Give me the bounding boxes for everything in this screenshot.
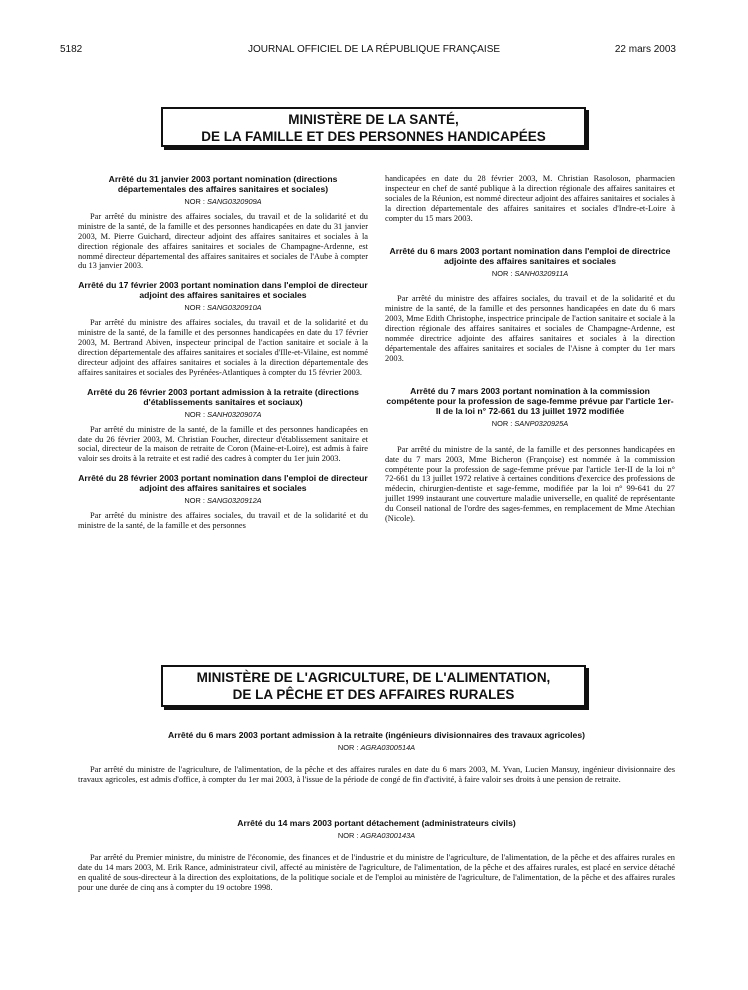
article-body: Par arrêté du Premier ministre, du ministre de l'économie, des finances et de l'industrie et du ministre de l'agriculture, de l'alimentation, de la pêche et des affaires rurales en date du 14 mars 2003, M. Erik Rance, administrateur civil, affecté au ministère de l'agriculture, de l'alimentation, de la pêche et des affaires rurales, est placé en service détaché en qualité de sous-directeur à la direction des exploitations, de la politique sociale et de l'emploi au ministère de l'agriculture, de l'alimentation, de la pêche et des affaires rurales pour une durée de cinq ans à compter du 19 octobre 1998. xyxy=(78,852,675,892)
article-body: Par arrêté du ministre des affaires sociales, du travail et de la solidarité et du ministre de la santé, de la famille et des personnes handicapées en date du 17 février 2003, M. Bertrand Abiven, inspecteur principal de l'action sanitaire et sociale à la direction départementale des affaires sanitaires et sociales d'Ille-et-Vilaine, est nommé directeur adjoint des affaires sanitaires et sociales à la direction départementale des affaires sanitaires et sociales des Pyrénées-Atlantiques à compter du 15 février 2003. xyxy=(78,318,368,377)
ministry-heading-sante xyxy=(161,107,586,147)
article xyxy=(78,730,675,785)
nor-reference xyxy=(385,419,675,429)
article-title: Arrêté du 31 janvier 2003 portant nomination (directions départementales des affaires sanitaires et sociales) xyxy=(108,174,338,194)
article xyxy=(385,246,675,364)
article-title: Arrêté du 7 mars 2003 portant nomination à la commission compétente pour la profession de sage-femme prévue par l'article 1er-II de la loi n° 72-661 du 13 juillet 1972 modifiée xyxy=(386,385,674,416)
article-title: Arrêté du 6 mars 2003 portant nomination dans l'emploi de directrice adjointe des affaires sanitaires et sociales xyxy=(389,245,671,266)
article-body: Par arrêté du ministre des affaires sociales, du travail et de la solidarité et du ministre de la santé, de la famille et des personnes handicapées en date du 6 mars 2003, Mme Edith Christophe, inspectrice principale de l'action sanitaire et sociale à la direction régionale des affaires sanitaires et sociales de Champagne-Ardenne, est nommée directrice adjointe des affaires sanitaires et sociales à la direction départementale des affaires sanitaires et sociales de l'Aisne à compter du 1er mars 2003. xyxy=(385,294,675,363)
page-number: 5182 xyxy=(60,44,83,55)
nor-code: AGRA0300514A xyxy=(360,743,416,752)
article-title: Arrêté du 26 février 2003 portant admission à la retraite (directions d'établissements sanitaires et sociaux) xyxy=(87,386,359,407)
nor-reference xyxy=(78,303,368,313)
article xyxy=(78,174,368,271)
article-title: Arrêté du 28 février 2003 portant nomination dans l'emploi de directeur adjoint des affaires sanitaires et sociales xyxy=(78,473,368,494)
nor-reference xyxy=(78,831,675,841)
nor-code: AGRA0300143A xyxy=(360,831,416,840)
nor-label: NOR : xyxy=(184,496,205,506)
ministry-heading-line2: DE LA PÊCHE ET DES AFFAIRES RURALES xyxy=(232,687,515,702)
article xyxy=(78,387,368,465)
article-body: Par arrêté du ministre des affaires sociales, du travail et de la solidarité et du ministre de la santé, de la famille et des personnes handicapées en date du 31 janvier 2003, M. Pierre Guichard, directeur adjoint des affaires sanitaires et sociales à la direction régionale des affaires sanitaires et sociales de Champagne-Ardenne, est nommé directeur départemental des affaires sanitaires et sociales de l'Aube à compter du 13 janvier 2003. xyxy=(78,211,368,271)
article xyxy=(78,280,368,377)
nor-label: NOR : xyxy=(337,743,359,752)
article-body: Par arrêté du ministre des affaires sociales, du travail et de la solidarité et du ministre de la santé, de la famille et des personnes xyxy=(78,511,368,531)
nor-reference xyxy=(78,496,368,506)
article-body-continuation: handicapées en date du 28 février 2003, M. Christian Rasoloson, pharmacien inspecteur en chef de santé publique à la direction régionale des affaires sanitaires et sociales de la Réunion, est nommé directeur adjoint des affaires sanitaires et sociales à la direction départementale des affaires sanitaires et sociales d'Indre-et-Loire à compter du 15 mars 2003. xyxy=(385,174,675,223)
nor-label: NOR : xyxy=(184,409,206,419)
nor-label: NOR : xyxy=(491,418,513,428)
ministry-heading-agriculture xyxy=(161,665,586,707)
nor-code: SANH0320907A xyxy=(207,409,262,419)
article-body: Par arrêté du ministre de l'agriculture, de l'alimentation, de la pêche et des affaires rurales en date du 6 mars 2003, M. Yvan, Lucien Mansuy, ingénieur divisionnaire des travaux agricoles, est admis d'office, à compter du 1er mai 2003, à l'issue de la période de congé de fin d'activité, à faire valoir ses droits à une pension de retraite. xyxy=(78,764,675,784)
ministry-heading-line1: MINISTÈRE DE LA SANTÉ, xyxy=(288,112,459,127)
article-title: Arrêté du 6 mars 2003 portant admission à la retraite (ingénieurs divisionnaires des travaux agricoles) xyxy=(168,730,585,740)
article xyxy=(78,818,675,893)
nor-label: NOR : xyxy=(184,197,205,206)
nor-code: SANG0320909A xyxy=(206,197,262,206)
nor-code: SANH0320911A xyxy=(514,268,569,278)
article xyxy=(78,473,368,531)
nor-code: SANP0320925A xyxy=(514,418,569,428)
nor-label: NOR : xyxy=(491,268,513,278)
journal-title: JOURNAL OFFICIEL DE LA RÉPUBLIQUE FRANÇAISE xyxy=(247,44,501,55)
nor-reference xyxy=(385,269,675,279)
nor-label: NOR : xyxy=(337,831,359,840)
nor-label: NOR : xyxy=(184,303,205,313)
article-title: Arrêté du 14 mars 2003 portant détachement (administrateurs civils) xyxy=(237,818,516,828)
left-column xyxy=(78,174,368,531)
article-body: Par arrêté du ministre de la santé, de la famille et des personnes handicapées en date du 26 février 2003, M. Christian Foucher, directeur d'établissement sanitaire et social, directeur de la maison de retraite de Coron (Maine-et-Loire), est admis à faire valoir ses droits à la retraite et est radié des cadres à compter du 1er juin 2003. xyxy=(78,424,368,464)
right-column xyxy=(385,174,675,524)
issue-date: 22 mars 2003 xyxy=(614,44,676,55)
nor-reference xyxy=(78,410,368,420)
ministry-heading-line2: DE LA FAMILLE ET DES PERSONNES HANDICAPÉES xyxy=(201,129,546,144)
nor-reference xyxy=(78,197,368,207)
article xyxy=(385,386,675,524)
nor-reference xyxy=(78,743,675,753)
article-body: Par arrêté du ministre de la santé, de la famille et des personnes handicapées en date du 7 mars 2003, Mme Bicheron (Françoise) est nommée à la commission compétente pour la profession de sage-femme prévue par l'article 1er-II de la loi n° 72-661 du 13 juillet 1972 relative à certaines conditions d'exercice des professions de médecin, chirurgien-dentiste et sage-femme, modifiée par la loi n° 99-641 du 27 juillet 1999 instaurant une couverture maladie universelle, en qualité de représentante du Conseil national de l'ordre des sages-femmes, en remplacement de Mme Atechian (Nicole). xyxy=(385,444,675,524)
ministry-heading-line1: MINISTÈRE DE L'AGRICULTURE, DE L'ALIMENTATION, xyxy=(196,670,551,685)
nor-code: SANG0320912A xyxy=(206,496,262,506)
nor-code: SANG0320910A xyxy=(206,303,262,313)
article-title: Arrêté du 17 février 2003 portant nomination dans l'emploi de directeur adjoint des affaires sanitaires et sociales xyxy=(78,280,368,301)
